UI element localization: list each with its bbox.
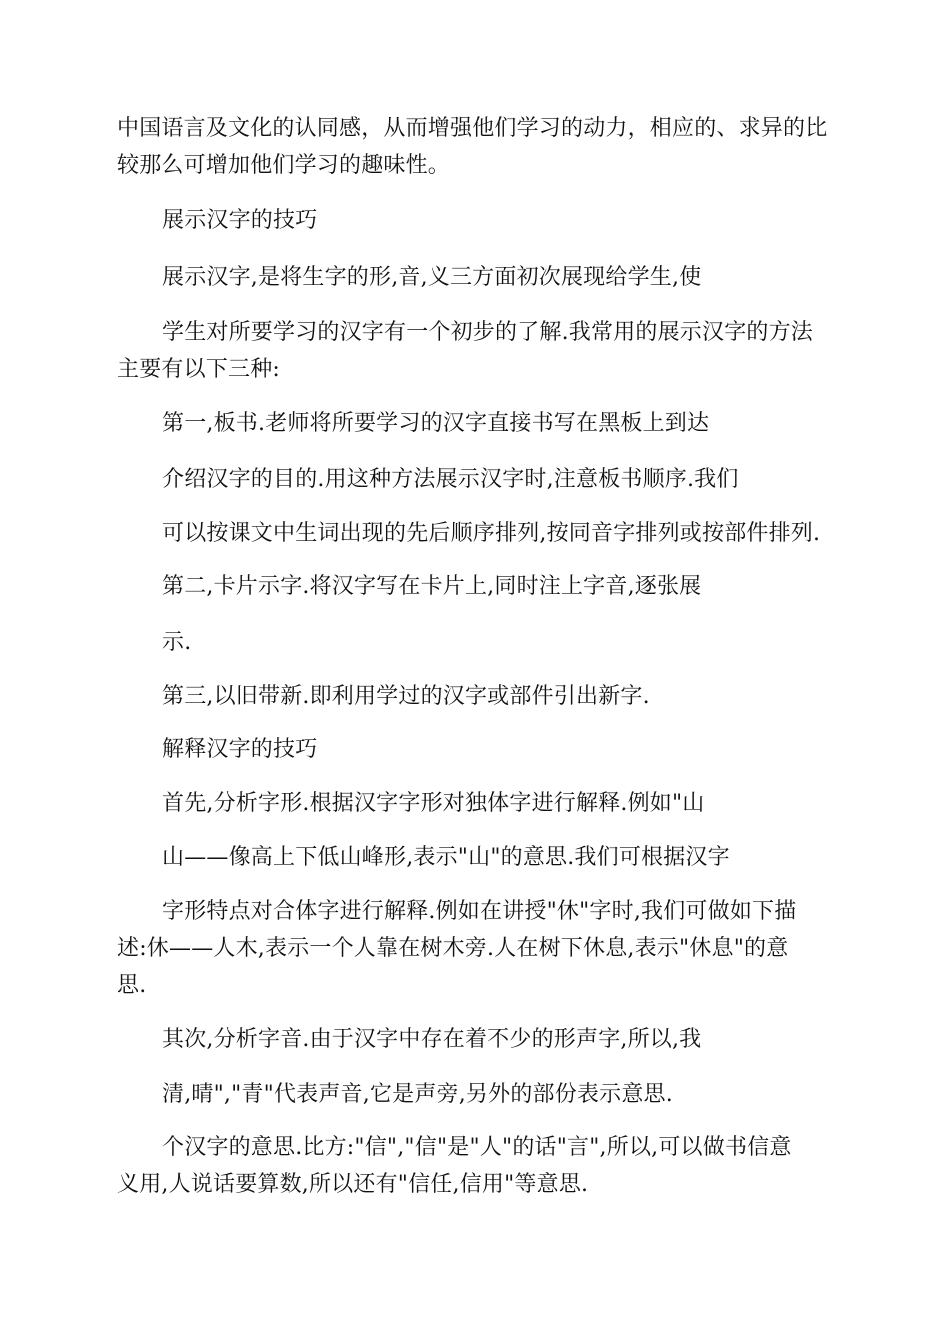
text-line: 解释汉字的技巧 [162,737,318,762]
text-line: 第三,以旧带新.即利用学过的汉字或部件引出新字. [162,684,650,709]
text-line: 述:休——人木,表示一个人靠在树木旁.人在树下休息,表示"休息"的意 [117,936,789,961]
paragraph-xin-example [117,1129,837,1203]
text-line: 可以按课文中生词出现的先后顺序排列,按同音字排列或按部件排列. [162,521,821,546]
heading-explain-techniques [117,731,837,768]
text-line: 字形特点对合体字进行解释.例如在讲授"休"字时,我们可做如下描 [162,899,797,924]
text-line: 清,晴","青"代表声音,它是声旁,另外的部份表示意思. [162,1082,673,1107]
text-line: 介绍汉字的目的.用这种方法展示汉字时,注意板书顺序.我们 [162,467,739,492]
text-line: 展示汉字,是将生字的形,音,义三方面初次展现给学生,使 [162,265,702,290]
paragraph-method-three [117,678,837,715]
text-line: 义用,人说话要算数,所以还有"信任,信用"等意思. [117,1172,589,1197]
paragraph-arrangement [117,515,837,552]
heading-display-techniques [117,202,837,239]
paragraph-method-one [117,405,837,442]
paragraph-rest-example [117,893,837,1004]
text-line: 学生对所要学习的汉字有一个初步的了解.我常用的展示汉字的方法 [162,320,813,345]
paragraph-board-order [117,461,837,498]
text-line: 首先,分析字形.根据汉字字形对独体字进行解释.例如"山 [162,791,705,816]
text-line: 个汉字的意思.比方:"信","信"是"人"的话"言",所以,可以做书信意 [162,1135,792,1160]
paragraph-display-definition [117,259,837,296]
paragraph-phonetic-radical [117,1076,837,1113]
text-line: 展示汉字的技巧 [162,208,318,233]
paragraph-mountain-example [117,839,837,876]
text-line: 中国语言及文化的认同感，从而增强他们学习的动力，相应的、求异的比 [117,116,828,141]
text-line: 示. [162,630,192,655]
text-line: 第一,板书.老师将所要学习的汉字直接书写在黑板上到达 [162,411,710,436]
text-line: 主要有以下三种: [117,357,281,382]
text-line: 山——像高上下低山峰形,表示"山"的意思.我们可根据汉字 [162,845,730,870]
paragraph-display-methods [117,314,837,388]
paragraph-analyze-form [117,785,837,822]
text-line: 第二,卡片示字.将汉字写在卡片上,同时注上字音,逐张展 [162,574,702,599]
text-line: 思. [117,973,147,998]
text-line: 其次,分析字音.由于汉字中存在着不少的形声字,所以,我 [162,1027,702,1052]
text-line: 较那么可增加他们学习的趣味性。 [117,153,451,178]
paragraph-culture-identity [117,110,837,184]
paragraph-method-two-end [117,624,837,661]
paragraph-analyze-sound [117,1021,837,1058]
paragraph-method-two [117,568,837,605]
